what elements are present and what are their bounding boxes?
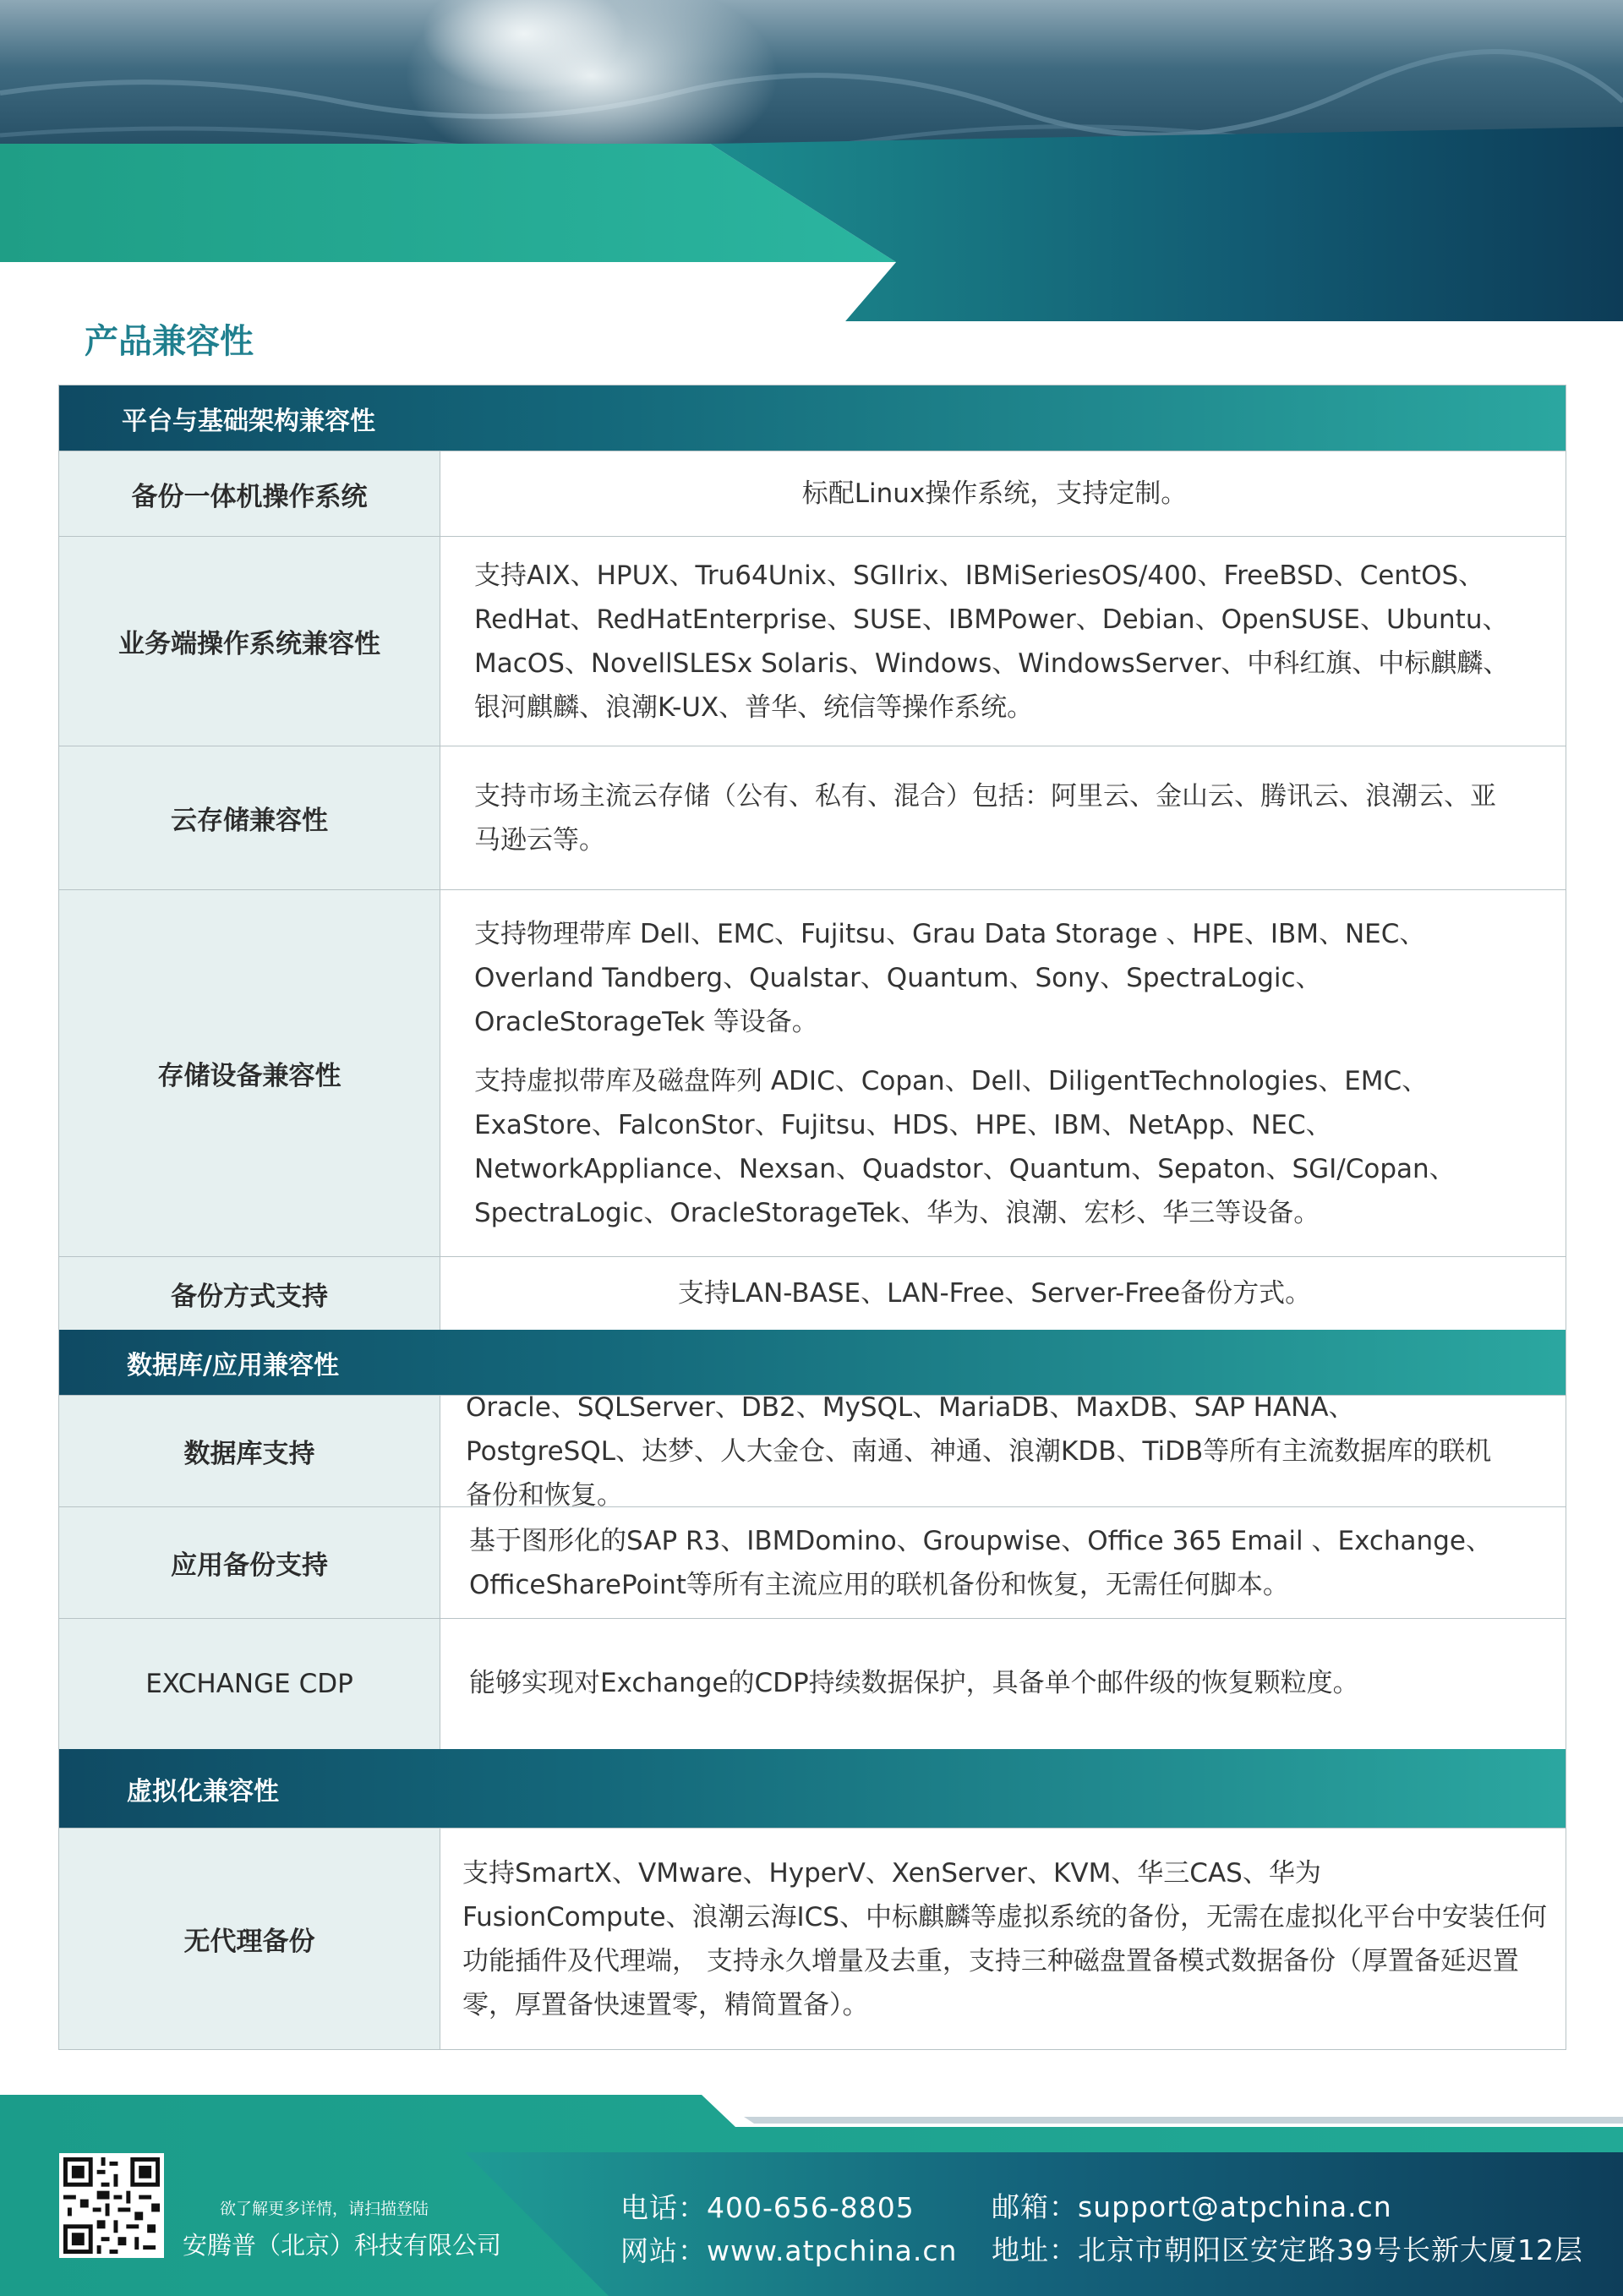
email-link[interactable]: 邮箱：support@atpchina.cn <box>992 2190 1392 2223</box>
company-name: 安腾普（北京）科技有限公司 <box>183 2231 502 2260</box>
table-row <box>59 451 1566 536</box>
compatibility-table <box>58 385 1566 2050</box>
row-text: 支持虚拟带库及磁盘阵列 ADIC、Copan、Dell、DiligentTechnologies、EMC、ExaStore、FalconStor、Fujitsu、HDS、HPE、IBM、NetApp、NEC、NetworkAppliance、Nexsan、Quadstor、Quantum、Sepaton、SGI/Copan、SpectraLogic、OracleStorageTek、华为、浪潮、宏杉、华三等设备。 <box>474 1065 1456 1228</box>
row-text: 支持市场主流云存储（公有、私有、混合）包括：阿里云、金山云、腾讯云、浪潮云、亚马逊云等。 <box>474 780 1496 856</box>
table-row <box>59 1828 1566 2049</box>
row-value <box>440 451 1566 536</box>
row-text: 支持LAN-BASE、LAN-Free、Server-Free备份方式。 <box>677 1278 1312 1309</box>
table-row <box>59 746 1566 889</box>
row-label: 备份方式支持 <box>59 1257 440 1330</box>
row-label: 数据库支持 <box>59 1396 440 1506</box>
qr-code <box>59 2153 164 2258</box>
row-label: 存储设备兼容性 <box>59 890 440 1256</box>
table-row <box>59 1256 1566 1330</box>
row-label: 云存储兼容性 <box>59 746 440 889</box>
website-link[interactable]: 网站：www.atpchina.cn <box>620 2234 958 2267</box>
row-text: 能够实现对Exchange的CDP持续数据保护，具备单个邮件级的恢复颗粒度。 <box>469 1668 1359 1698</box>
row-text: 基于图形化的SAP R3、IBMDomino、Groupwise、Office 365 Email 、Exchange、OfficeSharePoint等所有主流应用的联机备份和恢复，无需任何脚本。 <box>469 1525 1492 1600</box>
row-value <box>440 1829 1566 2049</box>
row-value <box>440 1619 1566 1749</box>
group-header-database: 数据库/应用兼容性 <box>59 1330 1566 1395</box>
row-value <box>440 1391 1566 1511</box>
header-banner <box>0 0 1623 321</box>
row-value <box>440 1257 1566 1330</box>
table-row <box>59 536 1566 746</box>
table-row <box>59 1391 1566 1511</box>
row-label: 备份一体机操作系统 <box>59 451 440 536</box>
row-value <box>440 890 1566 1256</box>
table-row <box>59 889 1566 1256</box>
row-label: 无代理备份 <box>59 1829 440 2049</box>
row-text: 支持物理带库 Dell、EMC、Fujitsu、Grau Data Storage 、HPE、IBM、NEC、Overland Tandberg、Qualstar、Quantum、Sony、SpectraLogic、OracleStorageTek 等设备。 <box>474 918 1426 1037</box>
row-label: 应用备份支持 <box>59 1507 440 1618</box>
row-label: 业务端操作系统兼容性 <box>59 537 440 746</box>
row-text: Oracle、SQLServer、DB2、MySQL、MariaDB、MaxDB、SAP HANA、PostgreSQL、达梦、人大金仓、南通、神通、浪潮KDB、TiDB等所有主流数据库的联机备份和恢复。 <box>466 1391 1492 1511</box>
row-text: 支持AIX、HPUX、Tru64Unix、SGIIrix、IBMiSeriesOS/400、FreeBSD、CentOS、RedHat、RedHatEnterprise、SUSE、IBMPower、Debian、OpenSUSE、Ubuntu、MacOS、NovellSLESx Solaris、Windows、WindowsServer、中科红旗、中标麒麟、银河麒麟、浪潮K-UX、普华、统信等操作系统。 <box>474 560 1510 723</box>
row-label: EXCHANGE CDP <box>59 1619 440 1749</box>
row-value <box>440 537 1566 746</box>
row-value <box>440 746 1566 889</box>
table-row <box>59 1618 1566 1749</box>
scan-hint: 欲了解更多详情，请扫描登陆 <box>220 2200 429 2218</box>
row-text: 支持SmartX、VMware、HyperV、XenServer、KVM、华三CAS、华为FusionCompute、浪潮云海ICS、中标麒麟等虚拟系统的备份，无需在虚拟化平台中安装任何功能插件及代理端， 支持永久增量及去重，支持三种磁盘置备模式数据备份（厚置备延迟置零，厚置备快速置零，精简置备）。 <box>462 1857 1547 2020</box>
group-header-virtualization: 虚拟化兼容性 <box>59 1749 1566 1828</box>
table-row <box>59 1506 1566 1618</box>
group-header-platform: 平台与基础架构兼容性 <box>59 385 1566 451</box>
address: 地址：北京市朝阳区安定路39号长新大厦12层 <box>992 2233 1583 2266</box>
phone: 电话：400-656-8805 <box>620 2191 915 2224</box>
row-value <box>440 1507 1566 1618</box>
section-title: 产品兼容性 <box>85 322 254 361</box>
row-text: 标配Linux操作系统，支持定制。 <box>801 478 1188 509</box>
